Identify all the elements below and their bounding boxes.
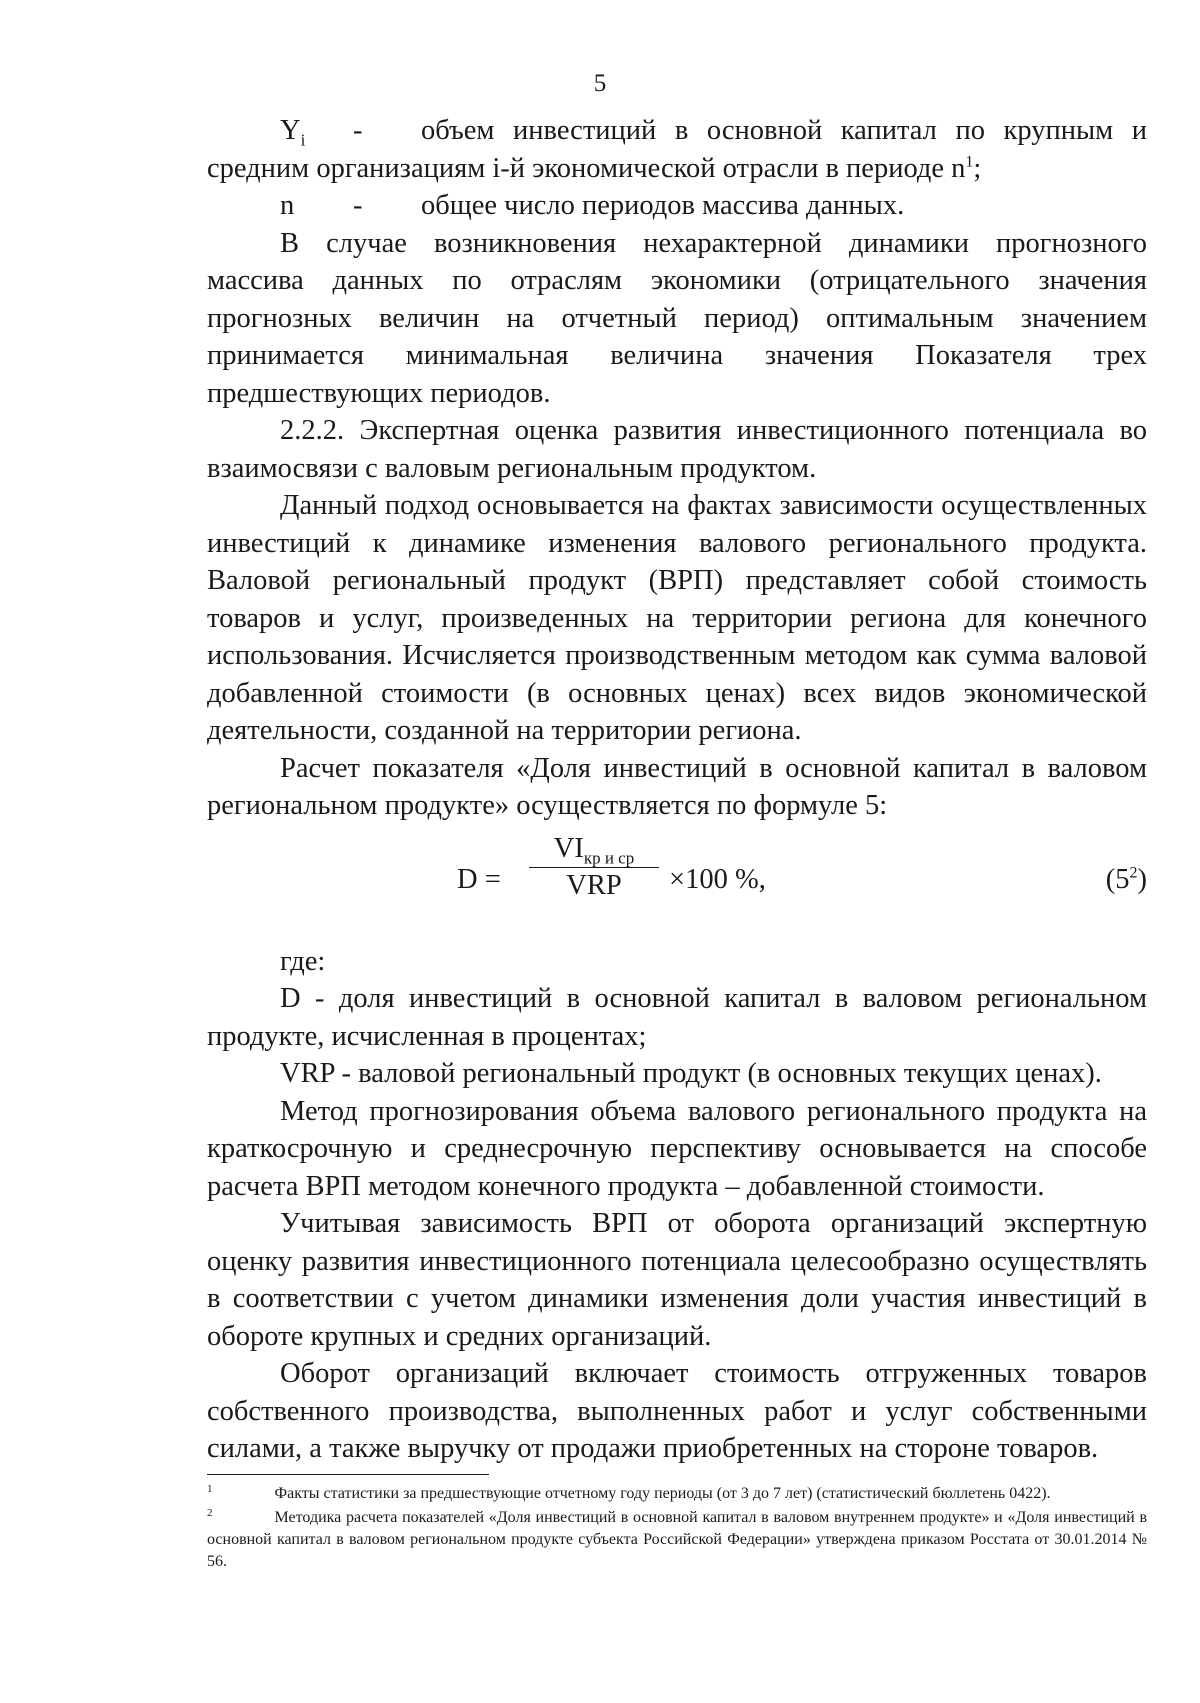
section-heading: 2.2.2. Экспертная оценка развития инвестиционного потенциала во взаимосвязи с валовым региональным продуктом.	[207, 415, 1147, 484]
paragraph: Метод прогнозирования объема валового регионального продукта на краткосрочную и среднесрочную перспективу основывается на способе расчета ВРП методом конечного продукта – добавленной стоимости.	[207, 1095, 1147, 1202]
footnote-1	[207, 1483, 1147, 1505]
definition-symbol: n	[280, 190, 295, 221]
formula-number: $(5^2)$	[1105, 863, 1147, 895]
definition-symbol: $Y_i$	[280, 115, 306, 150]
paragraph: Оборот организаций включает стоимость отгруженных товаров собственного производства, выполненных работ и услуг собственными силами, а также выручку от продажи приобретенных на стороне товаров.	[207, 1358, 1147, 1464]
footnote-text: Факты статистики за предшествующие отчетному году периоды (от 3 до 7 лет) (статистический бюллетень 0422).	[274, 1485, 1051, 1502]
formula-numerator: $VI_{кр и ср}$	[529, 831, 659, 868]
definition-text: объем инвестиций в основной капитал по крупным и	[421, 115, 1147, 146]
footnote-2	[207, 1507, 1147, 1573]
footnote-separator	[207, 1474, 489, 1475]
definition-n	[207, 187, 1147, 225]
formula-denominator: VRP	[566, 869, 622, 901]
footnote-text: Методика расчета показателей «Доля инвестиций в основной капитал в валовом внутреннем продукте» и «Доля инвестиций в основной капитал в валовом региональном продукте субъекта Российской Федерации» утверждена приказом Росстата от 30.01.2014 № 56.	[207, 1509, 1147, 1570]
where-label: где:	[280, 945, 326, 977]
formula-fraction	[529, 831, 659, 904]
footnote-mark: 2	[207, 1506, 213, 1519]
paragraph: Учитывая зависимость ВРП от оборота организаций экспертную оценку развития инвестиционного потенциала целесообразно осуществлять в соответствии с учетом динамики изменения доли участия инвестиций в обороте крупных и средних организаций.	[207, 1208, 1147, 1352]
footnote-mark: 1	[207, 1482, 213, 1495]
definition-yi: $Y_i$ - объем инвестиций в основной капитал по крупным и средним организациям i-й экономической отрасли в периоде $n^1$;	[207, 112, 1147, 187]
paragraph: Расчет показателя «Доля инвестиций в основной капитал в валовом региональном продукте» осуществляется по формуле 5:	[207, 752, 1147, 821]
formula-lhs: D =	[457, 863, 501, 895]
page-number: 5	[593, 70, 607, 97]
paragraph: Данный подход основывается на фактах зависимости осуществленных инвестиций к динамике изменения валового регионального продукта. Валовой региональный продукт (ВРП) представляет собой стоимость товаров и услуг, произведенных на территории региона для конечного использования. Исчисляется производственным методом как сумма валовой добавленной стоимости (в основных ценах) всех видов экономической деятельности, созданной на территории региона.	[207, 490, 1147, 746]
document-body	[207, 112, 1147, 1468]
footnote-ref-1[interactable]: 1	[965, 153, 974, 170]
definition-text: общее число периодов массива данных.	[421, 190, 905, 221]
definition-vrp: VRP - валовой региональный продукт (в основных текущих ценах).	[280, 1058, 1102, 1089]
formula	[207, 831, 1147, 935]
footnote-ref-2[interactable]: 2	[1129, 864, 1138, 881]
definition-d: D - доля инвестиций в основной капитал в валовом региональном продукте, исчисленная в процентах;	[207, 983, 1147, 1052]
definition-continuation: средним организациям i-й экономической отрасли в периоде n	[207, 152, 966, 184]
definition-dash: -	[353, 190, 363, 221]
formula-rhs: ×100 %,	[669, 863, 766, 895]
definition-dash: -	[353, 115, 363, 146]
paragraph: В случае возникновения нехарактерной динамики прогнозного массива данных по отраслям экономики (отрицательного значения прогнозных величин на отчетный период) оптимальным значением принимается минимальная величина значения Показателя трех предшествующих периодов.	[207, 227, 1147, 409]
footnotes	[207, 1483, 1147, 1575]
